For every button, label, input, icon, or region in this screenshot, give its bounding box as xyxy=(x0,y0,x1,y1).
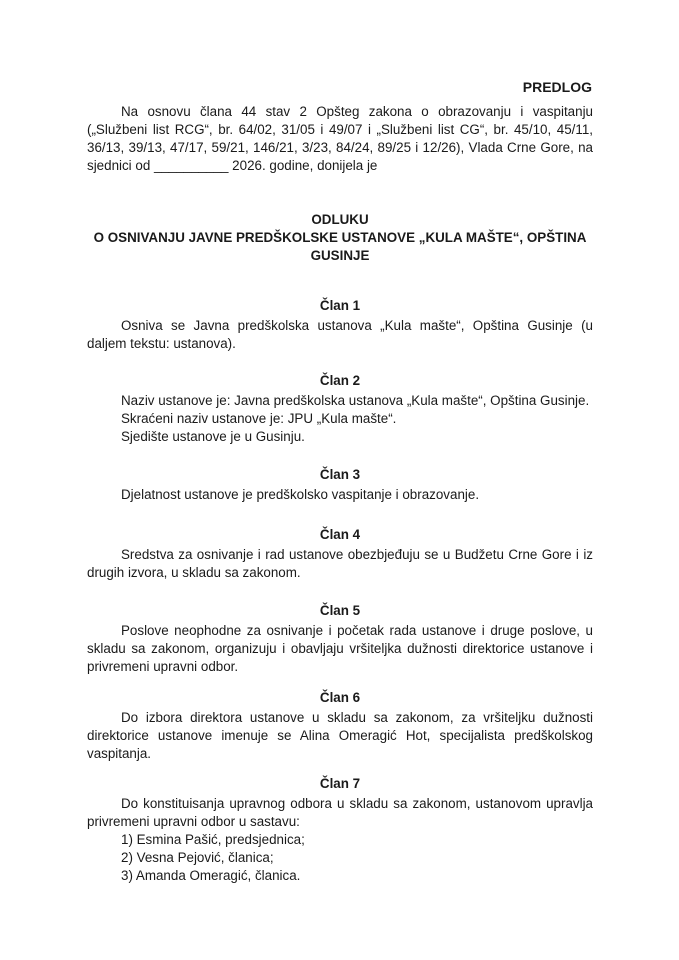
article-4 xyxy=(87,526,593,582)
title-line-3: GUSINJE xyxy=(310,248,370,263)
title-line-2: O OSNIVANJU JAVNE PREDŠKOLSKE USTANOVE „KULA MAŠTE“, OPŠTINA xyxy=(93,230,587,245)
article-paragraph: Naziv ustanove je: Javna predškolska ustanova „Kula mašte“, Opština Gusinje. xyxy=(121,393,590,408)
title-line-1: ODLUKU xyxy=(311,212,369,227)
article-6 xyxy=(87,689,593,763)
article-heading: Član 3 xyxy=(319,467,361,482)
article-paragraph: Sredstva za osnivanje i rad ustanove obezbjeđuju se u Budžetu Crne Gore i iz drugih izvora, u skladu sa zakonom. xyxy=(87,547,593,580)
article-heading: Član 1 xyxy=(319,298,361,313)
article-heading: Član 4 xyxy=(319,527,361,542)
list-item: 2) Vesna Pejović, članica; xyxy=(121,850,274,865)
article-5 xyxy=(87,602,593,676)
article-paragraph: Skraćeni naziv ustanove je: JPU „Kula mašte“. xyxy=(121,411,397,426)
article-paragraph: Poslove neophodne za osnivanje i početak rada ustanove i druge poslove, u skladu sa zakonom, organizuju i obavljaju vršiteljka dužnosti direktorice ustanove i privremeni upravni odbor. xyxy=(87,623,593,674)
list-item: 3) Amanda Omeragić, članica. xyxy=(121,868,301,883)
article-paragraph: Osniva se Javna predškolska ustanova „Kula mašte“, Opština Gusinje (u daljem tekstu: ustanova). xyxy=(87,318,593,351)
article-2 xyxy=(87,372,593,446)
article-heading: Član 6 xyxy=(319,690,361,705)
article-paragraph: Sjedište ustanove je u Gusinju. xyxy=(121,429,305,444)
article-paragraph: Do konstituisanja upravnog odbora u skladu sa zakonom, ustanovom upravlja privremeni upravni odbor u sastavu: xyxy=(87,796,593,829)
article-1 xyxy=(87,297,593,353)
article-heading: Član 5 xyxy=(319,603,361,618)
article-paragraph: Djelatnost ustanove je predškolsko vaspitanje i obrazovanje. xyxy=(121,487,480,502)
article-heading: Član 7 xyxy=(319,776,361,791)
article-7 xyxy=(87,775,593,885)
article-3 xyxy=(87,466,593,504)
article-paragraph: Do izbora direktora ustanove u skladu sa zakonom, za vršiteljku dužnosti direktorice ustanove imenuje se Alina Omeragić Hot, specijalista predškolskog vaspitanja. xyxy=(87,710,593,761)
list-item: 1) Esmina Pašić, predsjednica; xyxy=(121,832,305,847)
proposal-label: PREDLOG xyxy=(522,79,592,95)
decision-title xyxy=(87,211,593,265)
article-heading: Član 2 xyxy=(319,373,361,388)
intro-paragraph: Na osnovu člana 44 stav 2 Opšteg zakona o obrazovanju i vaspitanju („Službeni list RCG“, br. 64/02, 31/05 i 49/07 i „Službeni list CG“, br. 45/10, 45/11, 36/13, 39/13, 47/17, 59/21, 146/21, 3/23, 84/24, 89/25 i 12/26), Vlada Crne Gore, na sjednici od __________ 2026. godine, donijela je xyxy=(87,104,593,173)
